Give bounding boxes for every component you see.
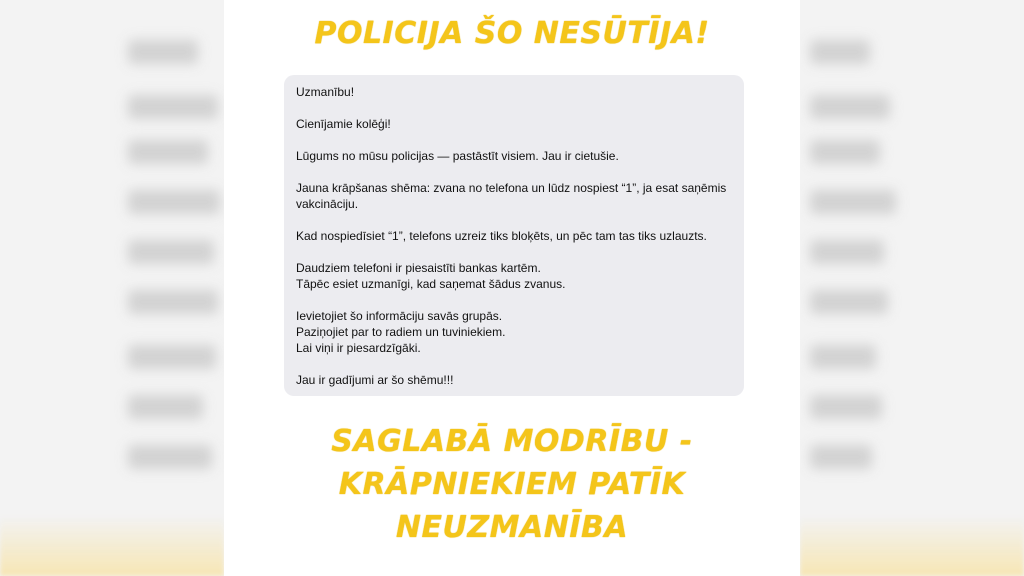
headline-bottom-line: NEUZMANĪBA	[395, 510, 629, 545]
headline-bottom-line: SAGLABĀ MODRĪBU -	[331, 424, 693, 459]
blurred-background-right	[800, 0, 1024, 576]
message-bubble	[284, 75, 744, 396]
message-line: Ievietojiet šo informāciju savās grupās.	[296, 309, 503, 323]
message-line: Jau ir gadījumi ar šo shēmu!!!	[296, 373, 454, 387]
message-line: Paziņojiet par to radiem un tuviniekiem.	[296, 325, 506, 339]
message-line: Daudziem telefoni ir piesaistīti bankas kartēm.	[296, 261, 541, 275]
message-line: Kad nospiedīsiet “1”, telefons uzreiz tiks bloķēts, un pēc tam tas tiks uzlauzts.	[296, 229, 707, 243]
blurred-background-left	[0, 0, 224, 576]
message-line: Cienījamie kolēģi!	[296, 117, 391, 131]
message-line: Tāpēc esiet uzmanīgi, kad saņemat šādus zvanus.	[296, 277, 566, 291]
headline-bottom	[224, 420, 800, 549]
message-line: vakcināciju.	[296, 197, 359, 211]
message-line: Lūgums no mūsu policijas — pastāstīt visiem. Jau ir cietušie.	[296, 149, 619, 163]
message-line: Jauna krāpšanas shēma: zvana no telefona un lūdz nospiest “1”, ja esat saņēmis	[296, 181, 727, 195]
headline-bottom-line: KRĀPNIEKIEM PATĪK	[338, 467, 686, 502]
message-line: Uzmanību!	[296, 85, 355, 99]
message-line: Lai viņi ir piesardzīgāki.	[296, 341, 421, 355]
headline-top: POLICIJA ŠO NESŪTĪJA!	[314, 16, 710, 51]
center-panel	[224, 0, 800, 576]
